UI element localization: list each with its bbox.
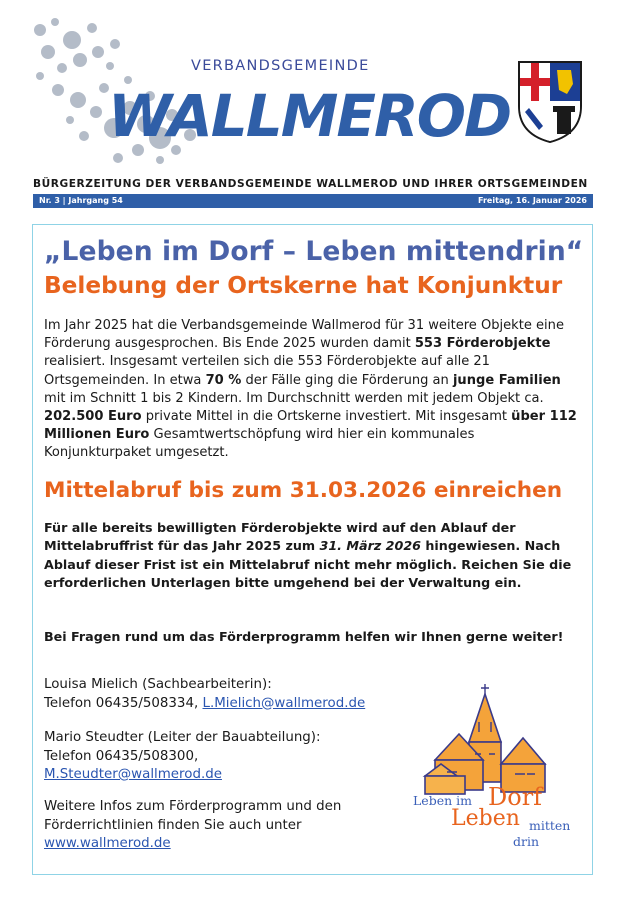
intro-text: Gesamtwertschöpfung wird hier ein kommunales Konjunkturpaket umgesetzt. <box>44 427 475 461</box>
dorf-logo-big: Dorf <box>488 783 543 811</box>
email-link-mielich[interactable]: L.Mielich@wallmerod.de <box>202 695 366 711</box>
issue-date: Freitag, 16. Januar 2026 <box>478 196 587 205</box>
contact-steudter <box>44 729 424 785</box>
contact-phone: Telefon 06435/508300, <box>44 748 199 764</box>
contact-phone: Telefon 06435/508334, <box>44 695 203 711</box>
article-subheadline: Belebung der Ortskerne hat Konjunktur <box>44 272 563 299</box>
intro-text: Im Jahr 2025 hat die Verbandsgemeinde Wallmerod für 31 weitere Objekte eine Förderung ausgesprochen. Bis Ende 2025 wurden damit <box>44 318 564 352</box>
notice-text: hingewiesen. Nach Ablauf dieser Frist ist ein Mittelabruf nicht mehr möglich. Reichen Sie die erforderlichen Unterlagen bitte umgehend bei der Verwaltung ein. <box>44 538 572 590</box>
intro-text: mit im Schnitt 1 bis 2 Kindern. Im Durchschnitt werden mit jedem Objekt ca. <box>44 390 544 406</box>
more-info <box>44 798 404 854</box>
intro-paragraph <box>44 317 584 463</box>
contact-line <box>44 695 424 714</box>
section-title: Mittelabruf bis zum 31.03.2026 einreichen <box>44 478 563 503</box>
tagline: BÜRGERZEITUNG DER VERBANDSGEMEINDE WALLMEROD UND IHRER ORTSGEMEINDEN <box>33 178 588 190</box>
article-headline: „Leben im Dorf – Leben mittendrin“ <box>44 236 584 267</box>
wallmerod-logo-word <box>98 36 511 176</box>
issue-number: Nr. 3 | Jahrgang 54 <box>39 196 123 205</box>
intro-bold: 202.500 Euro <box>44 409 142 425</box>
contact-name: Mario Steudter (Leiter der Bauabteilung): <box>44 730 321 745</box>
issue-bar <box>33 194 593 208</box>
notice-paragraph <box>44 519 589 592</box>
contact-mielich <box>44 676 424 713</box>
brand-top-text: VERBANDSGEMEINDE <box>191 58 370 74</box>
intro-bold: 70 % <box>205 372 242 388</box>
email-link-steudter[interactable]: M.Steudter@wallmerod.de <box>44 767 222 782</box>
question-paragraph: Bei Fragen rund um das Förderprogramm helfen wir Ihnen gerne weiter! <box>44 629 564 644</box>
notice-text: Für alle bereits bewilligten Förderobjekte wird auf den Ablauf der Mittelabruffrist für das Jahr 2025 zum <box>44 520 516 554</box>
intro-text: realisiert. Insgesamt verteilen sich die 553 Förderobjekte auf alle 21 Ortsgemeinden. In etwa <box>44 354 490 388</box>
masthead <box>0 0 625 175</box>
intro-bold: junge Familien <box>452 372 561 388</box>
coat-of-arms-icon <box>517 60 583 144</box>
website-link[interactable]: www.wallmerod.de <box>44 836 171 851</box>
dorf-logo-big: Leben <box>451 806 520 831</box>
intro-text: private Mittel in die Ortskerne investiert. Mit insgesamt <box>141 409 512 425</box>
intro-bold: über 112 Millionen Euro <box>44 409 577 443</box>
intro-text: der Fälle ging die Förderung an <box>241 372 453 388</box>
intro-bold: 553 Förderobjekte <box>414 336 551 352</box>
dorf-logo-text: drin <box>513 834 540 849</box>
contact-name: Louisa Mielich (Sachbearbeiterin): <box>44 677 272 692</box>
dorf-logo-text: mitten <box>529 818 571 833</box>
brand-word-text: WALLMEROD <box>108 82 511 150</box>
dorf-logo-text: Leben im <box>413 793 472 808</box>
notice-deadline: 31. März 2026 <box>319 538 421 554</box>
more-info-text: Weitere Infos zum Förderprogramm und den Förderrichtlinien finden Sie auch unter <box>44 799 342 833</box>
